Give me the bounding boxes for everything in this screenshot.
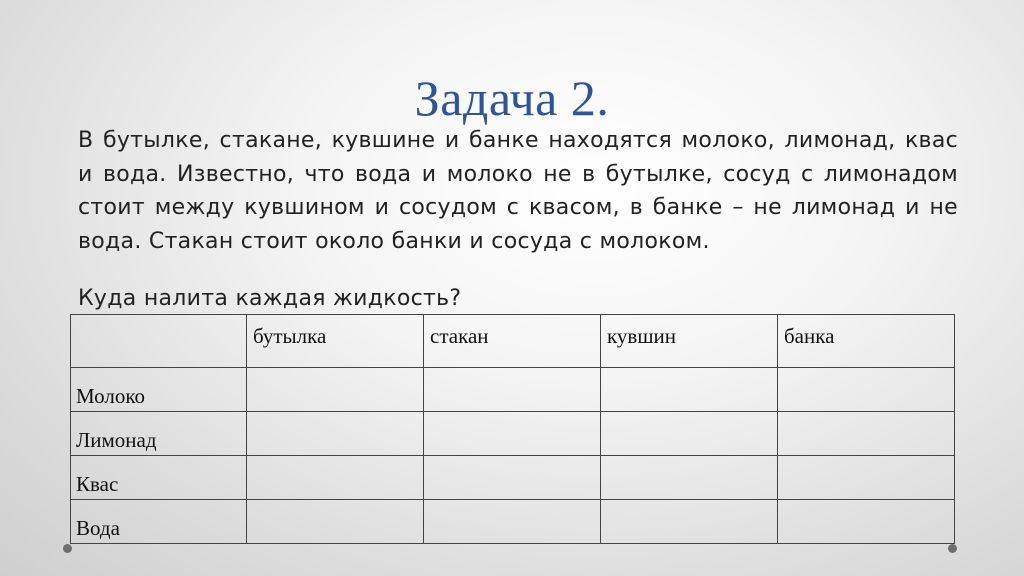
table-row — [71, 500, 955, 544]
decorative-dot-left — [63, 544, 72, 553]
answer-table — [70, 314, 955, 544]
table-cell[interactable] — [424, 412, 601, 456]
header-glass: стакан — [424, 315, 601, 368]
slide-title: Задача 2. — [414, 70, 610, 126]
table-row — [71, 456, 955, 500]
table-cell[interactable] — [247, 500, 424, 544]
problem-statement: В бутылке, стакане, кувшине и банке находятся молоко, лимонад, квас и вода. Известно, что вода и молоко не в бутылке, сосуд с лимонадом стоит между кувшином и сосудом с квасом, в банке – не лимонад и не вода. Стакан стоит около банки и сосуда с молоком. — [78, 128, 958, 254]
table-row — [71, 368, 955, 412]
row-label-water: Вода — [71, 500, 247, 544]
header-corner-cell — [71, 315, 247, 368]
table-cell[interactable] — [778, 500, 955, 544]
table-cell[interactable] — [778, 412, 955, 456]
row-label-lemonade: Лимонад — [71, 412, 247, 456]
table-cell[interactable] — [424, 456, 601, 500]
table-cell[interactable] — [601, 500, 778, 544]
table-cell[interactable] — [247, 456, 424, 500]
decorative-dot-right — [948, 544, 957, 553]
table-cell[interactable] — [424, 368, 601, 412]
row-label-kvass: Квас — [71, 456, 247, 500]
table-cell[interactable] — [247, 412, 424, 456]
table-cell[interactable] — [601, 412, 778, 456]
table-cell[interactable] — [424, 500, 601, 544]
table-cell[interactable] — [778, 456, 955, 500]
table-cell[interactable] — [778, 368, 955, 412]
table-cell[interactable] — [601, 456, 778, 500]
header-jar: банка — [778, 315, 955, 368]
table-cell[interactable] — [247, 368, 424, 412]
header-bottle: бутылка — [247, 315, 424, 368]
table-header-row — [71, 315, 955, 368]
header-jug: кувшин — [601, 315, 778, 368]
table-row — [71, 412, 955, 456]
table-cell[interactable] — [601, 368, 778, 412]
row-label-milk: Молоко — [71, 368, 247, 412]
question-text: Куда налита каждая жидкость? — [78, 286, 462, 311]
